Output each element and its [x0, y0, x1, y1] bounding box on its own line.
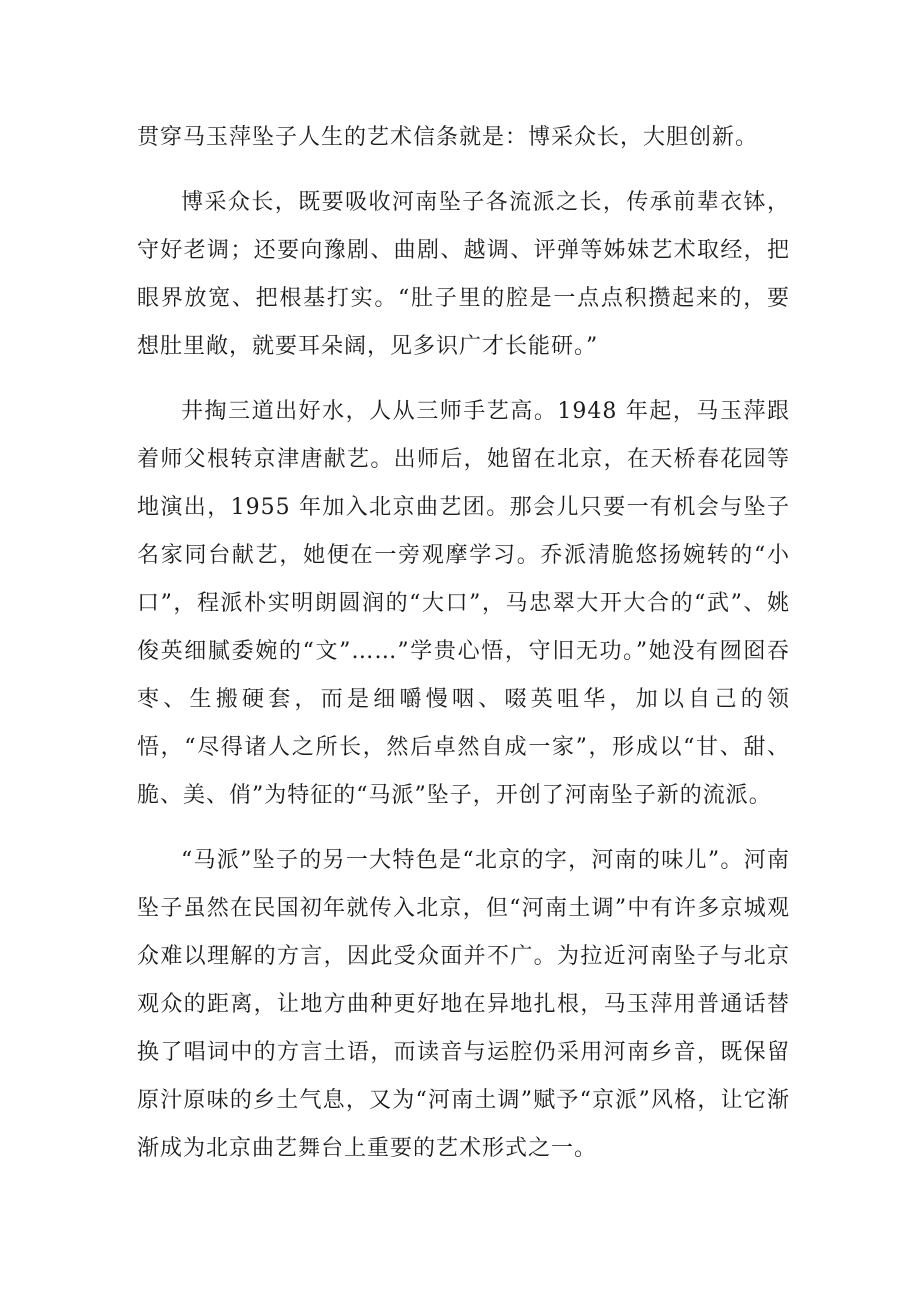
article-body [137, 114, 790, 1173]
paragraph-artistic-creed: 贯穿马玉萍坠子人生的艺术信条就是：博采众长，大胆创新。 [137, 125, 759, 150]
paragraph-ma-school-feature: “马派”坠子的另一大特色是“北京的字，河南的味儿”。河南坠子虽然在民国初年就传入北京，但“河南土调”中有许多京城观众难以理解的方言，因此受众面并不广。为拉近河南坠子与北京观众的距离，让地方曲种更好地在异地扎根，马玉萍用普通话替换了唱词中的方言土语，而读音与运腔仍采用河南乡音，既保留原汁原味的乡土气息，又为“河南土调”赋予“京派”风格，让它渐渐成为北京曲艺舞台上重要的艺术形式之一。 [137, 848, 790, 1161]
paragraph-apprenticeship: 井掏三道出好水，人从三师手艺高。1948 年起，马玉萍跟着师父根转京津唐献艺。出师后，她留在北京，在天桥春花园等地演出，1955 年加入北京曲艺团。那会儿只要一有机会与坠子名家同台献艺，她便在一旁观摩学习。乔派清脆悠扬婉转的“小口”，程派朴实明朗圆润的“大口”，马忠翠大开大合的“武”、姚俊英细腻委婉的“文”……”学贵心悟，守旧无功。”她没有囫囵吞枣、生搬硬套，而是细嚼慢咽、啜英咀华，加以自己的领悟，“尽得诸人之所长，然后卓然自成一家”，形成以“甘、甜、脆、美、俏”为特征的“马派”坠子，开创了河南坠子新的流派。 [137, 399, 790, 808]
paragraph-learning-widely: 博采众长，既要吸收河南坠子各流派之长，传承前辈衣钵，守好老调；还要向豫剧、曲剧、越调、评弹等姊妹艺术取经，把眼界放宽、把根基打实。“肚子里的腔是一点点积攒起来的，要想肚里敞，就要耳朵阔，见多识广才长能研。” [137, 190, 790, 359]
